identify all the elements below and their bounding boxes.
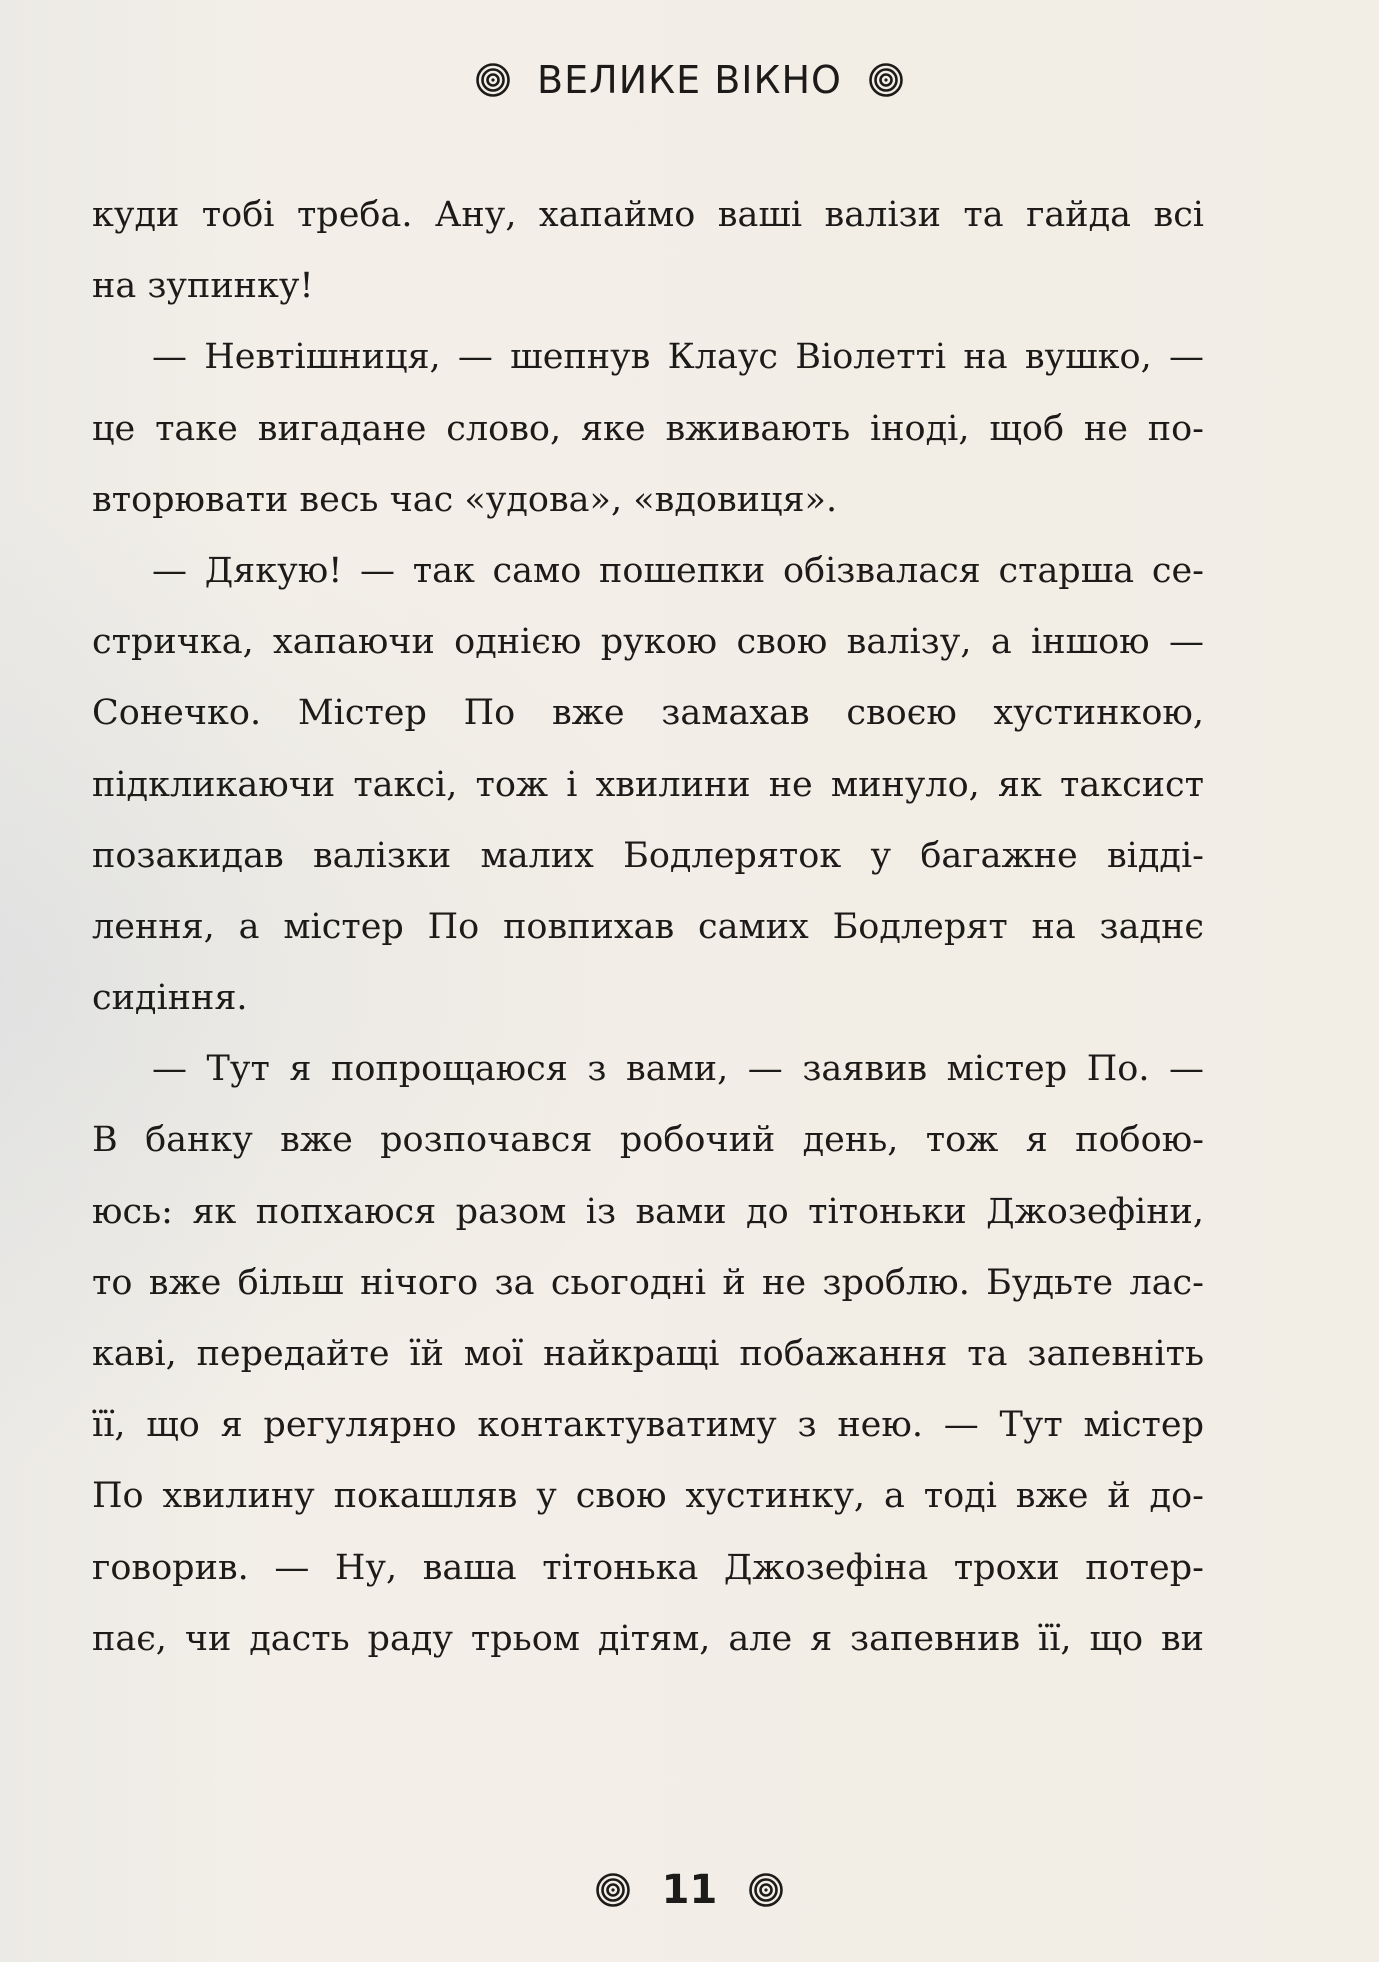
text-line: В банку вже розпочався робочий день, тож я побою- <box>92 1120 1204 1161</box>
text-line: це таке вигадане слово, яке вживають іноді, щоб не по- <box>92 408 1204 449</box>
page-number-footer <box>0 1862 1379 1916</box>
text-line: — Дякую! — так само пошепки обізвалася старша се- <box>152 550 1204 591</box>
page-number: 11 <box>661 1867 718 1913</box>
text-line: її, що я регулярно контактуватиму з нею. — Тут містер <box>92 1405 1204 1446</box>
spiral-ornament-icon <box>596 1873 630 1907</box>
spiral-ornament-icon <box>869 63 903 97</box>
text-line: то вже більш нічого за сьогодні й не зроблю. Будьте лас- <box>92 1262 1204 1303</box>
text-line: на зупинку! <box>92 266 314 307</box>
text-line: говорив. — Ну, ваша тітонька Джозефіна трохи потер- <box>92 1547 1204 1588</box>
text-line: позакидав валізки малих Бодлеряток у багажне відді- <box>92 835 1204 876</box>
body-text <box>92 180 1204 1675</box>
text-line: вторювати весь час «удова», «вдовиця». <box>92 479 838 520</box>
text-line: лення, а містер По повпихав самих Бодлерят на заднє <box>92 906 1204 947</box>
running-head-title: ВЕЛИКЕ ВІКНО <box>537 57 842 102</box>
spiral-ornament-icon <box>476 63 510 97</box>
text-line: стричка, хапаючи однією рукою свою валізу, а іншою — <box>92 622 1204 663</box>
text-line: сидіння. <box>92 978 248 1019</box>
text-line: Сонечко. Містер По вже замахав своєю хустинкою, <box>92 693 1204 734</box>
text-line: — Невтішниця, — шепнув Клаус Віолетті на вушко, — <box>152 337 1204 378</box>
text-line: каві, передайте їй мої найкращі побажання та запевніть <box>92 1334 1204 1374</box>
running-head <box>0 52 1379 105</box>
text-line: підкликаючи таксі, тож і хвилини не минуло, як таксист <box>92 764 1204 805</box>
text-line: куди тобі треба. Ану, хапаймо ваші валізи та гайда всі <box>92 195 1204 235</box>
text-line: — Тут я попрощаюся з вами, — заявив містер По. — <box>152 1049 1204 1090</box>
spiral-ornament-icon <box>749 1873 783 1907</box>
text-line: пає, чи дасть раду трьом дітям, але я запевнив її, що ви <box>92 1618 1204 1659</box>
text-line: юсь: як попхаюся разом із вами до тітоньки Джозефіни, <box>92 1191 1204 1232</box>
text-line: По хвилину покашляв у свою хустинку, а тоді вже й до- <box>92 1476 1204 1517</box>
